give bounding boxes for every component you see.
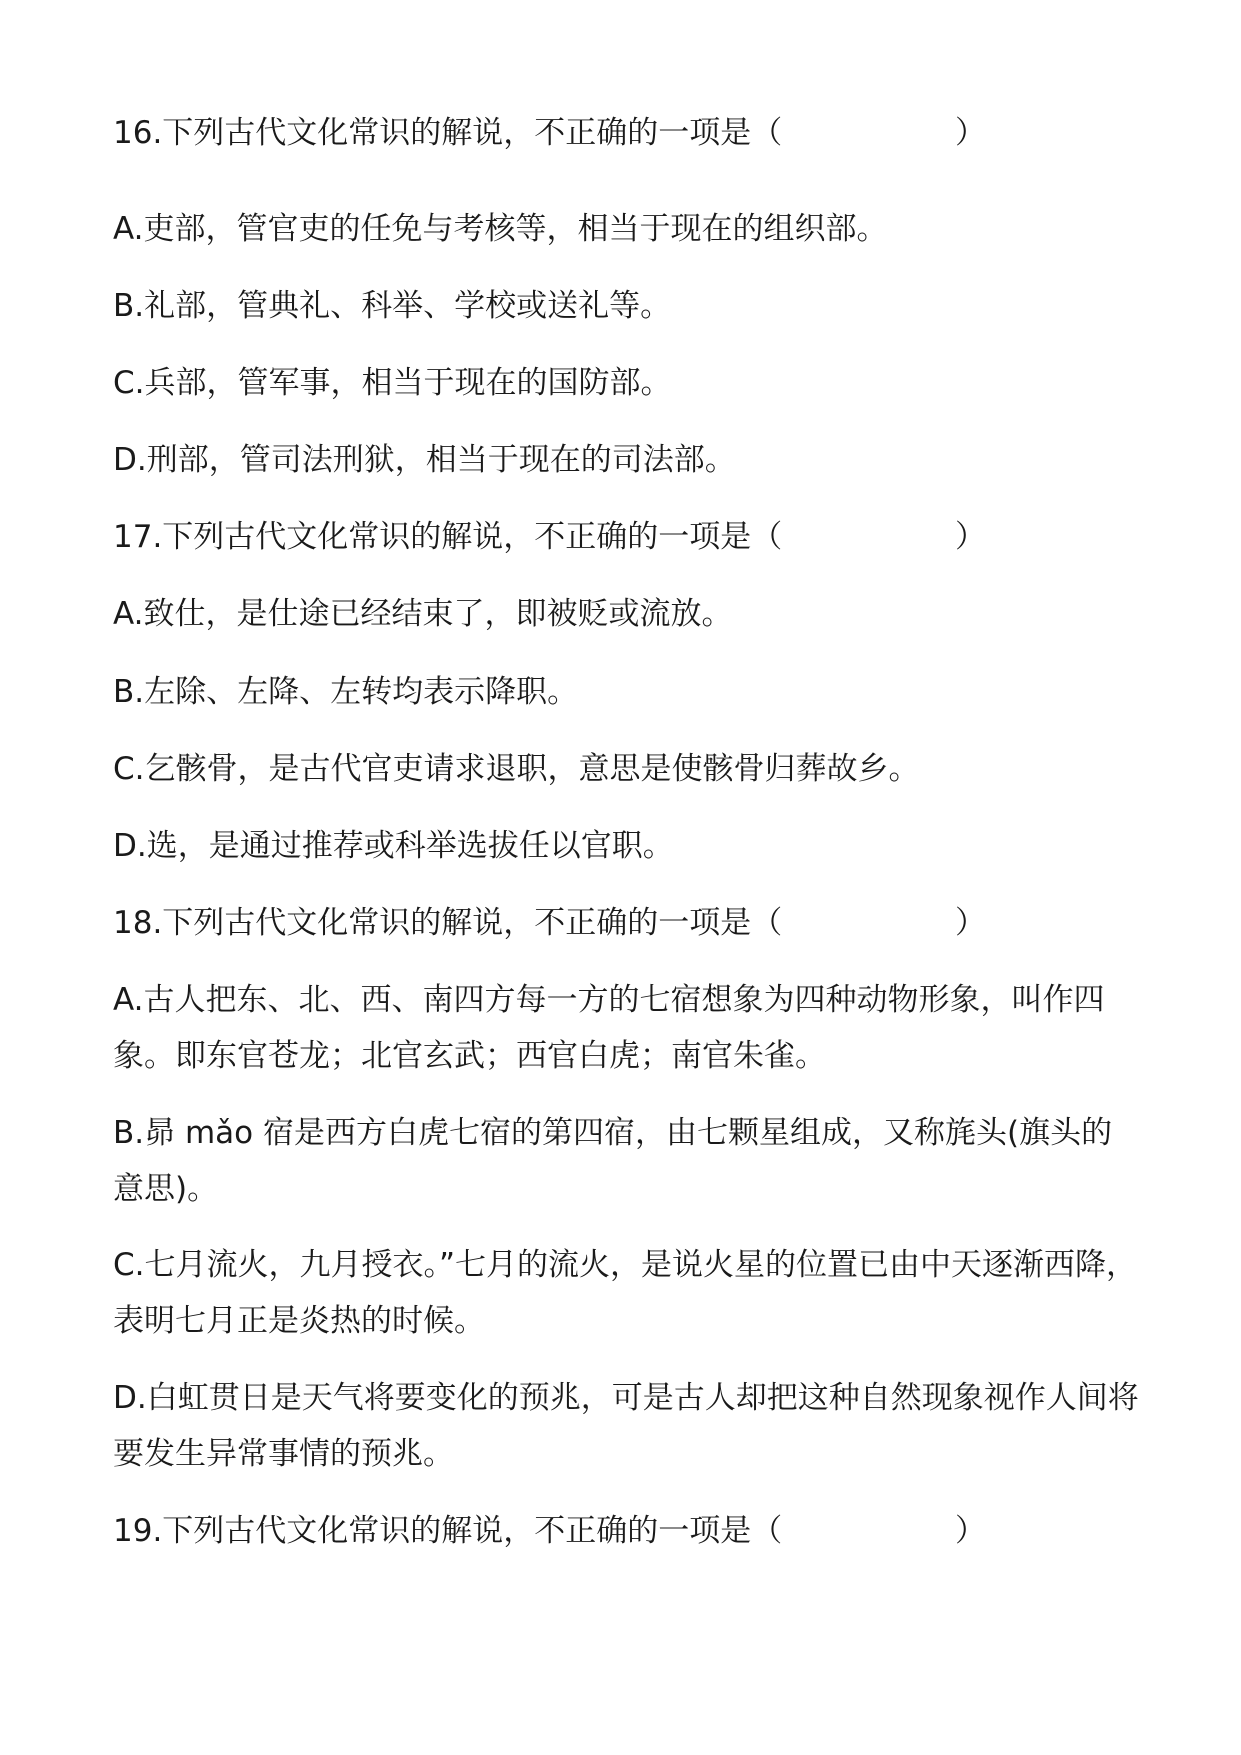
question-16-option-d: D.刑部，管司法刑狱，相当于现在的司法部。 (113, 442, 736, 478)
answer-blank-close: ） (955, 519, 986, 555)
answer-blank-close: ） (955, 1513, 986, 1549)
question-17-option-d: D.选，是通过推荐或科举选拔任以官职。 (113, 828, 674, 864)
question-18-option-b: B.昴 mǎo 宿是西方白虎七宿的第四宿，由七颗星组成，又称旄头(旗头的意思)。 (113, 1115, 1113, 1207)
question-16-option-c: C.兵部，管军事，相当于现在的国防部。 (113, 365, 672, 401)
question-16-option-b: B.礼部，管典礼、科举、学校或送礼等。 (113, 288, 672, 324)
question-18-stem (113, 895, 1133, 951)
question-19-stem (113, 1503, 1133, 1559)
question-16-stem (113, 105, 1133, 161)
question-stem-text: 18.下列古代文化常识的解说，不正确的一项是（ (113, 905, 783, 941)
question-stem-text: 17.下列古代文化常识的解说，不正确的一项是（ (113, 519, 783, 555)
question-17-stem (113, 509, 1133, 565)
question-18-option-d: D.白虹贯日是天气将要变化的预兆，可是古人却把这种自然现象视作人间将要发生异常事情的预兆。 (113, 1380, 1139, 1472)
answer-blank-close: ） (955, 115, 986, 151)
question-17-option-b: B.左除、左降、左转均表示降职。 (113, 674, 579, 710)
question-18-option-c: C.七月流火，九月授衣。”七月的流火，是说火星的位置已由中天逐渐西降，表明七月正是炎热的时候。 (113, 1247, 1138, 1339)
question-16-option-a: A.吏部，管官吏的任免与考核等，相当于现在的组织部。 (113, 211, 888, 247)
question-stem-text: 19.下列古代文化常识的解说，不正确的一项是（ (113, 1513, 783, 1549)
question-17-option-c: C.乞骸骨，是古代官吏请求退职，意思是使骸骨归葬故乡。 (113, 751, 920, 787)
question-stem-text: 16.下列古代文化常识的解说，不正确的一项是（ (113, 115, 783, 151)
question-17-option-a: A.致仕，是仕途已经结束了，即被贬或流放。 (113, 596, 733, 632)
answer-blank-close: ） (955, 905, 986, 941)
question-18-option-a: A.古人把东、北、西、南四方每一方的七宿想象为四种动物形象，叫作四象。即东官苍龙；北官玄武；西官白虎；南官朱雀。 (113, 982, 1105, 1074)
